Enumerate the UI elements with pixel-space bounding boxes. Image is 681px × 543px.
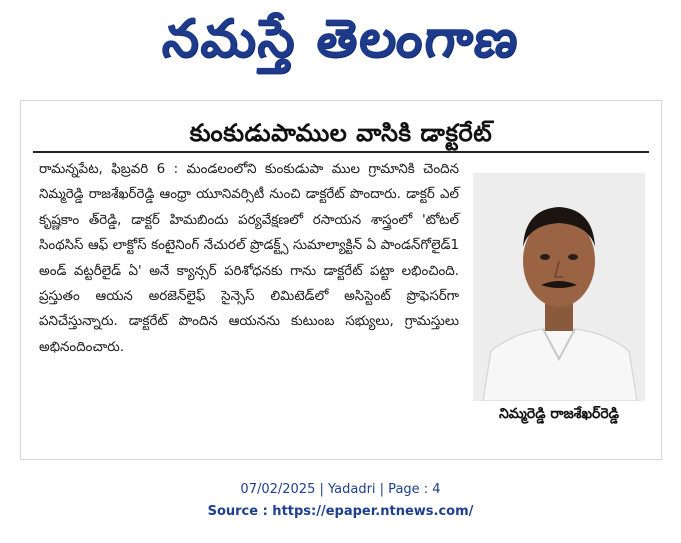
photo-caption: నిమ్మరెడ్డి రాజశేఖర్‌రెడ్డి (498, 406, 620, 422)
portrait-photo (473, 173, 645, 401)
footer-source: Source : https://epaper.ntnews.com/ (207, 504, 474, 519)
article-headline: కుంకుడుపాముల వాసికి డాక్టరేట్ (189, 119, 493, 147)
headline-divider (33, 151, 649, 153)
article-body: రామన్నపేట, ఫిబ్రవరి 6 : మండలంలోని కుంకుడుపా ముల గ్రామానికి చెందిన నిమ్మరెడ్డి రాజశేఖర్‌రెడ్డి ఆంధ్రా యూనివర్సిటీ నుంచి డాక్టరేట్ పొందారు. డాక్టర్ ఎల్ కృష్ణకాం త్‌రెడ్డి, డాక్టర్ హిమబిందు పర్యవేక్షణలో రసాయన శాస్త్రంలో 'టోటల్ సింథసిస్ ఆఫ్ లాక్టోస్ కంటైనింగ్ నేచురల్ ప్రొడక్ట్స్ సుమాల్యాక్టిన్ ఏ పాండన్‌గోలైడ్1 అండ్ వట్టరీలైడ్ ఏ' అనే క్యాన్సర్ పరిశోధనకు గాను డాక్టరేట్ పట్టా లభించింది. ప్రస్తుతం ఆయన అరజెన్‌లైఫ్ సైన్సెస్ లిమిటెడ్‌లో అసిస్టెంట్ ప్రొఫెసర్‌గా పనిచేస్తున్నారు. డాక్టరేట్ పొందిన ఆయనను కుటుంబ సభ్యులు, గ్రామస్తులు అభినందించారు. (39, 162, 459, 355)
footer-date-edition: 07/02/2025 | Yadadri | Page : 4 (240, 482, 441, 497)
portrait-figure (473, 173, 645, 401)
newspaper-logo-title: నమస్తే తెలంగాణ (159, 8, 523, 69)
article-clipping (20, 100, 662, 460)
masthead (0, 0, 681, 90)
